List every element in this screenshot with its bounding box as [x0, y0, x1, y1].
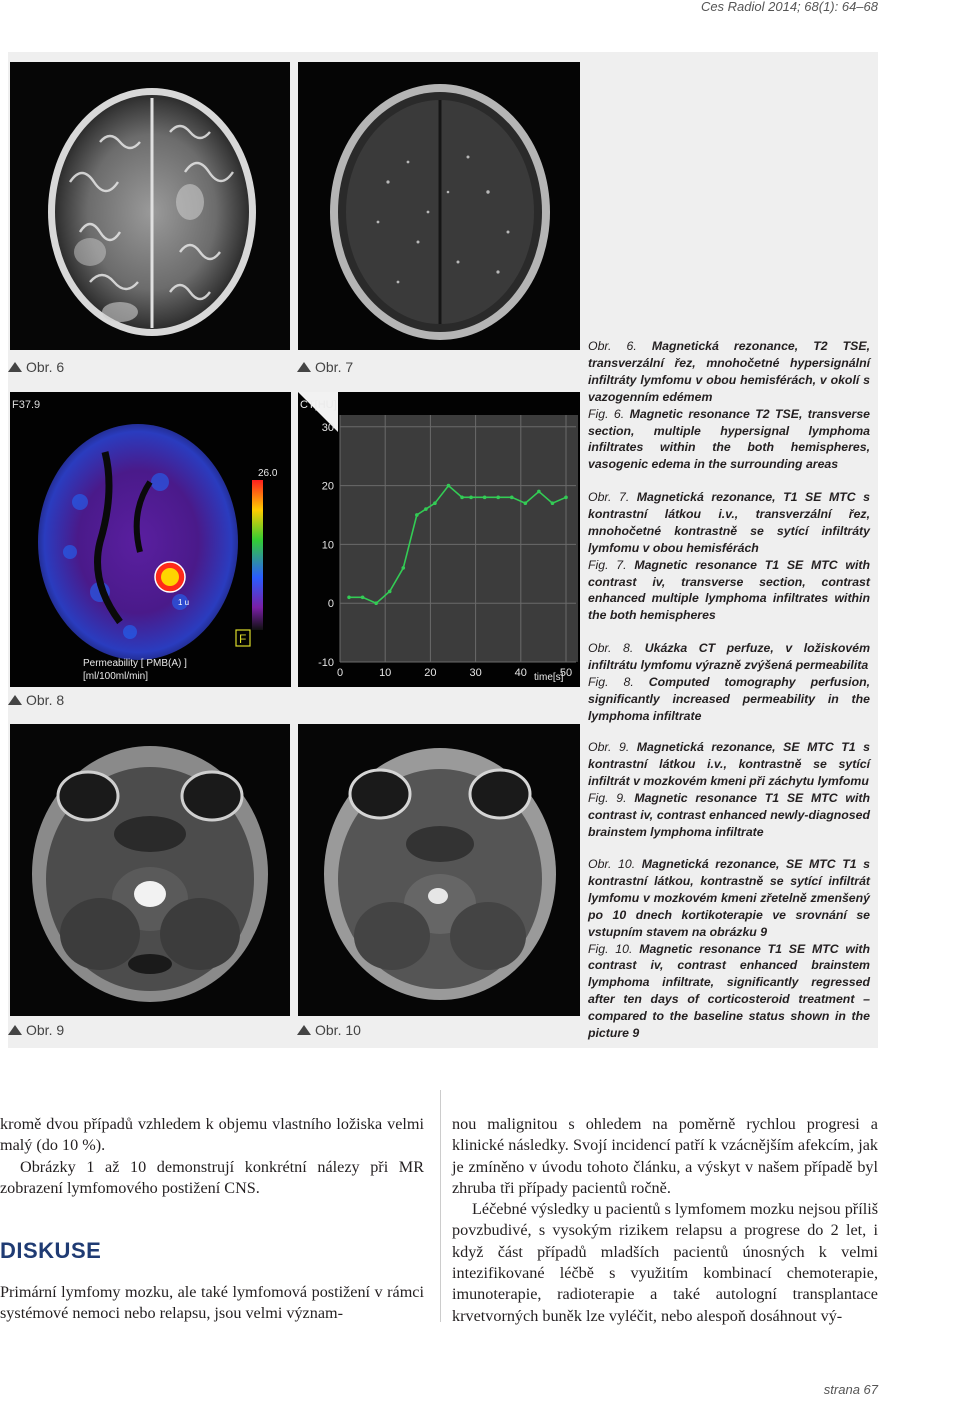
y-tick-label: 20	[321, 480, 334, 493]
data-point	[469, 496, 473, 500]
caption-fig8-cz-text: Ukázka CT perfuze, v ložiskovém infiltrátu lymfomu výrazně zvýšená permeabilita	[588, 641, 871, 672]
caption-fig8-en-label: Fig. 8.	[588, 674, 634, 689]
caption-fig6-cz-text: Magnetická rezonance, T2 TSE, transverzální řez, mnohočetné hypersignální infiltráty lymfomu v obou hemisférách, v okolí s vazogenním edémem	[588, 339, 870, 404]
caption-fig7-en-label: Fig. 7.	[588, 557, 627, 572]
ct-perfusion-map-image	[10, 392, 291, 687]
y-tick-label: -10	[318, 657, 334, 669]
fig9-label-text: Obr. 9	[26, 1022, 65, 1038]
body-paragraph: kromě dvou případů vzhledem k objemu vlastního ložiska velmi malý (do 10 %).	[0, 1115, 424, 1155]
fig10-label-text: Obr. 10	[315, 1022, 361, 1038]
caption-fig10-cz-label: Obr. 10.	[588, 857, 636, 871]
caption-fig6-cz-label: Obr. 6.	[588, 339, 637, 353]
body-paragraph: Léčebné výsledky u pacientů s lymfomem mozku nejsou příliš povzbudivé, s vysokým rizikem relapsu a progrese do 2 let, i když část případů mladších pacientů únosných k velmi intezifikované léčbě s využitím kombinací chemoterapie, imunoterapie, radioterapie a také autologní transplantace krvetvorných buněk lze vyléčit, nebo alespoň dosáhnout vý-	[452, 1200, 878, 1325]
fig6-label-text: Obr. 6	[26, 359, 65, 375]
caption-fig8-cz-label: Obr. 8.	[588, 641, 634, 655]
fig7-label-text: Obr. 7	[315, 359, 354, 375]
caption-fig10-en-label: Fig. 10.	[588, 941, 633, 956]
fig6-label	[8, 359, 64, 375]
data-point	[460, 496, 464, 500]
data-point	[347, 596, 351, 600]
y-tick-label: 0	[327, 598, 334, 611]
caption-fig9-cz-label: Obr. 9.	[588, 740, 630, 754]
data-point	[447, 484, 451, 488]
caption-fig6-en-label: Fig. 6.	[588, 406, 625, 421]
caption-fig9-cz-text: Magnetická rezonance, SE MTC T1 s kontrastní látkou i.v., kontrastně se sytící infiltrát v mozkovém kmeni při záchytu lymfomu	[588, 740, 870, 788]
column-divider	[440, 1090, 441, 1322]
section-heading: DISKUSE	[0, 1238, 102, 1263]
mri-brainstem-baseline-image	[10, 724, 290, 1016]
body-left-column	[0, 1114, 424, 1199]
triangle-up-icon	[8, 695, 22, 705]
fig8-label	[8, 692, 64, 708]
caption-fig6	[588, 338, 870, 473]
perfusion-roi-label: 1 u	[178, 598, 190, 607]
body-paragraph: Obrázky 1 až 10 demonstrují konkrétní nálezy při MR zobrazení lymfomového postižení CNS.	[0, 1157, 424, 1197]
mri-t2-axial-image	[10, 62, 290, 350]
triangle-up-icon	[8, 1025, 22, 1035]
perfusion-scale-max: 26.0	[258, 468, 278, 479]
x-tick-label: 40	[514, 667, 527, 679]
caption-fig6-en-text: Magnetic resonance T2 TSE, transverse section, multiple hypersignal lymphoma infiltrates within the both hemispheres, vasogenic edema in the surrounding areas	[588, 406, 870, 472]
x-tick-label: 30	[469, 667, 482, 679]
triangle-up-icon	[8, 362, 22, 372]
data-point	[551, 501, 555, 505]
page-number: strana 67	[823, 1382, 878, 1397]
data-point	[496, 496, 500, 500]
caption-fig9-en-text: Magnetic resonance T1 SE MTC with contrast iv, contrast enhanced newly-diagnosed brainstem lymphoma infiltrate	[588, 790, 871, 839]
fig9-label	[8, 1022, 64, 1038]
caption-fig10-en-text: Magnetic resonance T1 SE MTC with contrast iv, contrast enhanced brainstem lymphoma infiltrate, significantly regressed after ten days of corticosteroid treatment – compared to the baseline status shown in the picture 9	[588, 941, 870, 1041]
caption-fig8	[588, 640, 870, 725]
perfusion-time-curve-chart	[298, 392, 580, 687]
body-left-column-2	[0, 1282, 424, 1325]
data-point	[537, 490, 541, 494]
caption-fig7	[588, 489, 870, 624]
y-tick-label: 30	[321, 421, 334, 434]
perfusion-frame-label: F37.9	[12, 399, 41, 411]
caption-fig7-cz-text: Magnetická rezonance, T1 SE MTC s kontrastní látkou i.v., transverzální řez, mnohočetné kontrastně se sytící infiltráty lymfomu v obou hemisférách	[588, 490, 870, 555]
x-tick-label: 20	[424, 667, 437, 679]
caption-fig8-en-text: Computed tomography perfusion, significantly increased permeability in the lymphoma infiltrate	[588, 674, 871, 723]
data-point	[388, 590, 392, 594]
journal-citation: Ces Radiol 2014; 68(1): 64–68	[700, 0, 878, 14]
y-tick-label: 10	[321, 539, 334, 552]
fig8-label-text: Obr. 8	[26, 692, 65, 708]
graph-y-title: CT[HU]	[300, 399, 337, 411]
x-tick-label: 50	[559, 667, 573, 679]
data-point	[374, 601, 378, 605]
caption-fig9-en-label: Fig. 9.	[588, 790, 627, 805]
caption-fig10	[588, 856, 870, 1042]
body-right-column	[452, 1114, 878, 1327]
fig10-label	[297, 1022, 361, 1038]
data-point	[524, 501, 528, 505]
x-tick-label: 10	[379, 667, 392, 679]
perfusion-legend-letter: F	[239, 632, 247, 646]
triangle-up-icon	[297, 1025, 311, 1035]
data-point	[415, 513, 419, 517]
fig7-label	[297, 359, 353, 375]
triangle-up-icon	[297, 362, 311, 372]
mri-t1-contrast-axial-image	[298, 62, 580, 350]
body-paragraph: nou malignitou s ohledem na poměrně rychlou progresi a klinické následky. Svojí incidencí patří k vzácnějším afekcím, jak je zmíněno v úvodu tohoto článku, a výskyt v našem případě byl zhruba tři případy pacientů ročně.	[452, 1115, 878, 1197]
perfusion-param-unit: [ml/100ml/min]	[83, 671, 149, 682]
mri-brainstem-followup-image	[298, 724, 580, 1016]
caption-fig7-cz-label: Obr. 7.	[588, 490, 630, 504]
body-paragraph: Primární lymfomy mozku, ale také lymfomová postižení v rámci systémové nemoci nebo relapsu, jsou velmi význam-	[0, 1283, 424, 1323]
caption-fig9	[588, 739, 870, 840]
graph-x-title: time[s]	[534, 672, 564, 683]
data-point	[510, 496, 514, 500]
caption-fig7-en-text: Magnetic resonance T1 SE MTC with contrast iv, transverse section, contrast enhanced multiple lymphoma infiltrates within the both hemispheres	[588, 557, 871, 623]
data-point	[433, 501, 437, 505]
perfusion-param-label: Permeability [ PMB(A) ]	[83, 658, 187, 669]
data-point	[361, 596, 365, 600]
caption-fig10-cz-text: Magnetická rezonance, SE MTC T1 s kontrastní látkou, kontrastně se sytící infiltrát lymfomu v mozkovém kmeni zřetelně zmenšený po 10 dnech kortikoterapie ve srovnání se vstupním stavem na obrázku 9	[588, 857, 870, 939]
data-point	[401, 566, 405, 570]
data-point	[483, 496, 487, 500]
data-point	[564, 496, 568, 500]
data-point	[424, 507, 428, 511]
x-tick-label: 0	[336, 667, 344, 679]
